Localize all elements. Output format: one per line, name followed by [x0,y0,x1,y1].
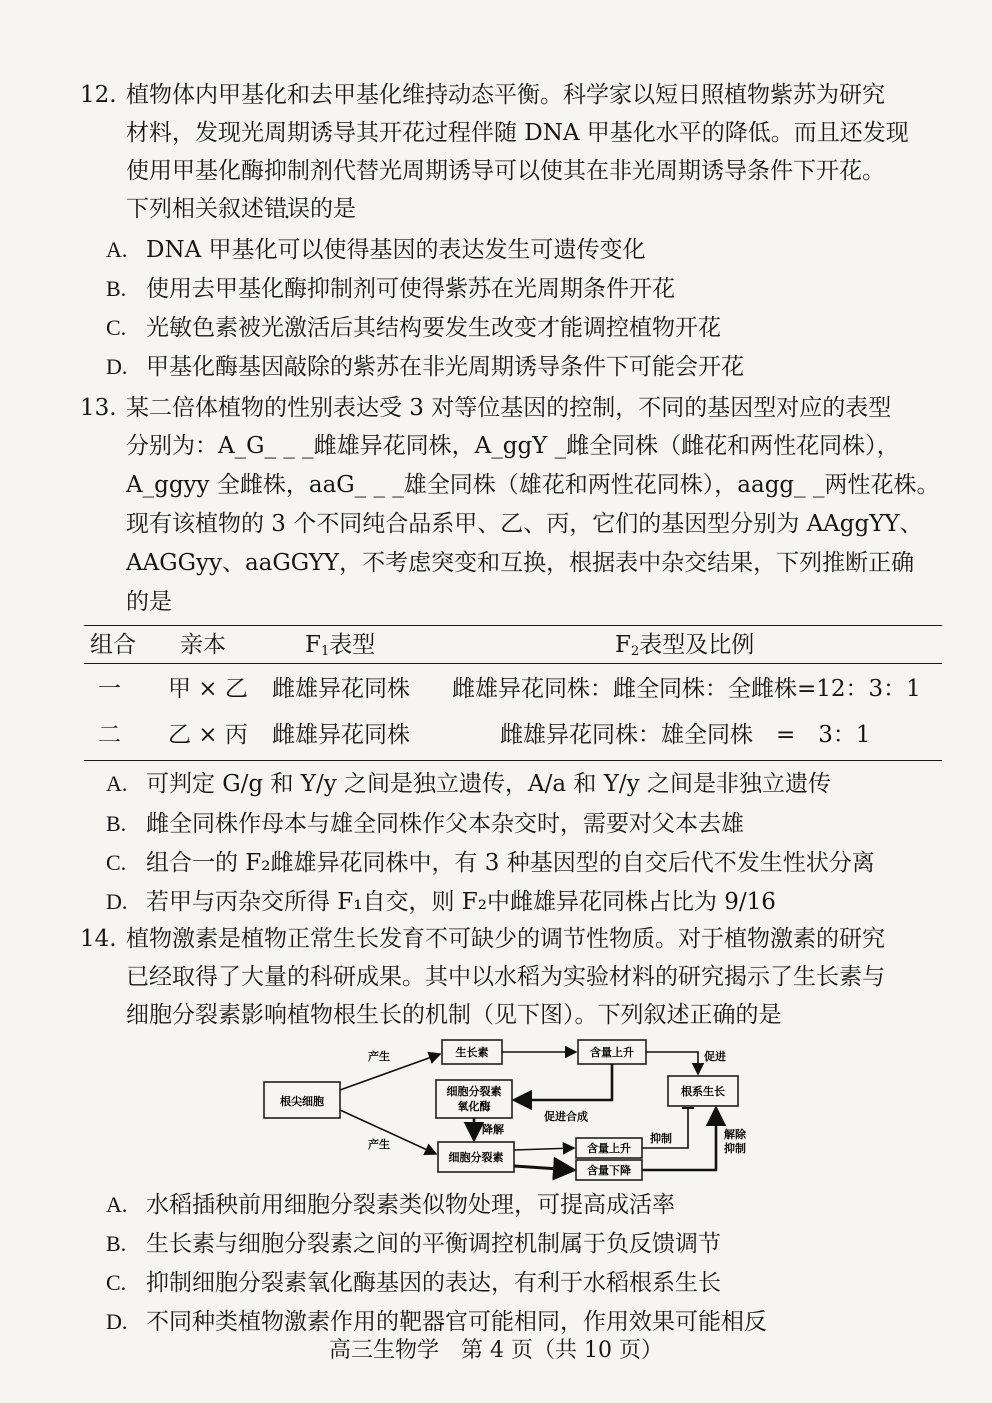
question-number: 13. [80,395,117,421]
cell-f1: 雌雄异花同株 [272,676,410,702]
option-letter: D. [106,354,128,379]
arrow-promote-synthesis [514,1064,612,1100]
option-text: 可判定 G/g 和 Y/y 之间是独立遗传，A/a 和 Y/y 之间是非独立遗传 [146,771,831,797]
arrow-promote [646,1052,698,1074]
option-letter: C. [106,1270,127,1295]
question-number: 12. [80,82,117,108]
oxidase-label-1: 细胞分裂素 [446,1086,502,1098]
oxidase-label-2: 氧化酶 [457,1101,491,1113]
option-text: 组合一的 F₂雌雄异花同株中，有 3 种基因型的自交后代不发生性状分离 [146,850,875,876]
option-text: 使用去甲基化酶抑制剂可使得紫苏在光周期条件开花 [146,276,675,302]
table-top-rule [84,625,942,626]
promote-label: 促进 [704,1051,726,1063]
page-footer: 高三生物学 第 4 页（共 10 页） [329,1338,663,1363]
content-down-label: 含量下降 [587,1165,631,1177]
option-letter: B. [106,811,127,836]
table-header-f1: $F_1$表型 [305,632,376,659]
content-up-label-2: 含量上升 [587,1143,631,1155]
option-text: 抑制细胞分裂素氧化酶基因的表达，有利于水稻根系生长 [146,1270,721,1296]
option-text: 光敏色素被光激活后其结构要发生改变才能调控植物开花 [146,315,721,341]
root-growth-label: 根系生长 [681,1086,725,1098]
table-header-parents: 亲本 [180,632,226,658]
arrow-cytokinin-up [514,1148,574,1150]
auxin-cytokinin-diagram [258,1030,778,1182]
question-stem-line: A_ggyy 全雌株，aaG_ _ _雄全同株（雄花和两性花同株），aagg_ _两性花株。 [126,472,940,498]
question-stem-line: 使用甲基化酶抑制剂代替光周期诱导可以使其在非光周期诱导条件下开花。 [126,158,885,184]
question-stem-line: 细胞分裂素影响植物根生长的机制（见下图）。下列叙述正确的是 [126,1002,782,1028]
option-letter: D. [106,889,128,914]
relieve-label-2: 抑制 [724,1143,746,1155]
question-stem-line: 的是 [126,589,172,615]
ask-emphasis: 错误 [264,196,310,222]
option-letter: C. [106,315,127,340]
question-stem-line: 材料，发现光周期诱导其开花过程伴随 DNA 甲基化水平的降低。而且还发现 [126,120,909,146]
produce-label-2: 产生 [368,1139,390,1151]
option-text: 不同种类植物激素作用的靶器官可能相同，作用效果可能相反 [146,1309,767,1335]
content-up-label-1: 含量上升 [590,1047,634,1059]
option-text: 雌全同株作母本与雄全同株作父本杂交时，需要对父本去雄 [146,811,744,837]
arrow-cytokinin-down [514,1166,574,1170]
option-letter: A. [106,771,128,796]
ask-suffix: 的是 [310,196,356,222]
auxin-label: 生长素 [455,1047,489,1059]
degrade-label: 降解 [482,1124,504,1136]
cytokinin-label: 细胞分裂素 [448,1152,504,1164]
cell-combo: 一 [98,676,121,702]
question-stem-line: AAGGyy、aaGGYY，不考虑突变和互换，根据表中杂交结果，下列推断正确 [126,550,915,576]
cell-f2: 雌雄异花同株：雄全同株 = 3：1 [500,722,871,748]
question-stem-line: 分别为：A_G_ _ _雌雄异花同株，A_ggY _雌全同株（雌花和两性花同株）， [126,433,900,459]
table-bottom-rule [84,760,942,761]
root-cell-label: 根尖细胞 [280,1096,324,1108]
option-text: 生长素与细胞分裂素之间的平衡调控机制属于负反馈调节 [146,1231,721,1257]
question-stem-line: 植物激素是植物正常生长发育不可缺少的调节性物质。对于植物激素的研究 [126,926,885,952]
option-text: 甲基化酶基因敲除的紫苏在非光周期诱导条件下可能会开花 [146,354,744,380]
question-stem-line: 植物体内甲基化和去甲基化维持动态平衡。科学家以短日照植物紫苏为研究 [126,82,885,108]
option-text: DNA 甲基化可以使得基因的表达发生可遗传变化 [146,237,646,263]
option-letter: D. [106,1309,128,1334]
question-stem-line: 现有该植物的 3 个不同纯合品系甲、乙、丙，它们的基因型分别为 AAggYY、 [126,511,923,537]
table-header-rule [84,663,942,664]
option-letter: A. [106,237,128,262]
table-header-f2: $F_2$表型及比例 [615,632,755,659]
question-number: 14. [80,926,117,952]
option-letter: C. [106,850,127,875]
question-stem-line: 某二倍体植物的性别表达受 3 对等位基因的控制，不同的基因型对应的表型 [126,395,892,421]
arrow-produce-auxin [340,1054,440,1090]
table-header-combo: 组合 [90,632,136,658]
option-letter: B. [106,276,127,301]
option-letter: A. [106,1192,128,1217]
produce-label-1: 产生 [368,1051,390,1063]
question-stem-line: 已经取得了大量的科研成果。其中以水稻为实验材料的研究揭示了生长素与 [126,964,885,990]
option-text: 若甲与丙杂交所得 F₁自交，则 F₂中雌雄异花同株占比为 9/16 [146,889,776,915]
option-text: 水稻插秧前用细胞分裂素类似物处理，可提高成活率 [146,1192,675,1218]
cell-parents: 乙 × 丙 [168,722,248,748]
option-letter: B. [106,1231,127,1256]
question-ask [126,194,356,224]
cell-combo: 二 [98,722,121,748]
inhibit-label: 抑制 [650,1133,672,1145]
promote-synthesis-label: 促进合成 [544,1111,588,1123]
cell-f1: 雌雄异花同株 [272,722,410,748]
cell-f2: 雌雄异花同株：雌全同株：全雌株=12：3：1 [452,676,921,702]
ask-prefix: 下列相关叙述 [126,196,264,222]
cell-parents: 甲 × 乙 [168,676,248,702]
relieve-label-1: 解除 [724,1129,746,1141]
